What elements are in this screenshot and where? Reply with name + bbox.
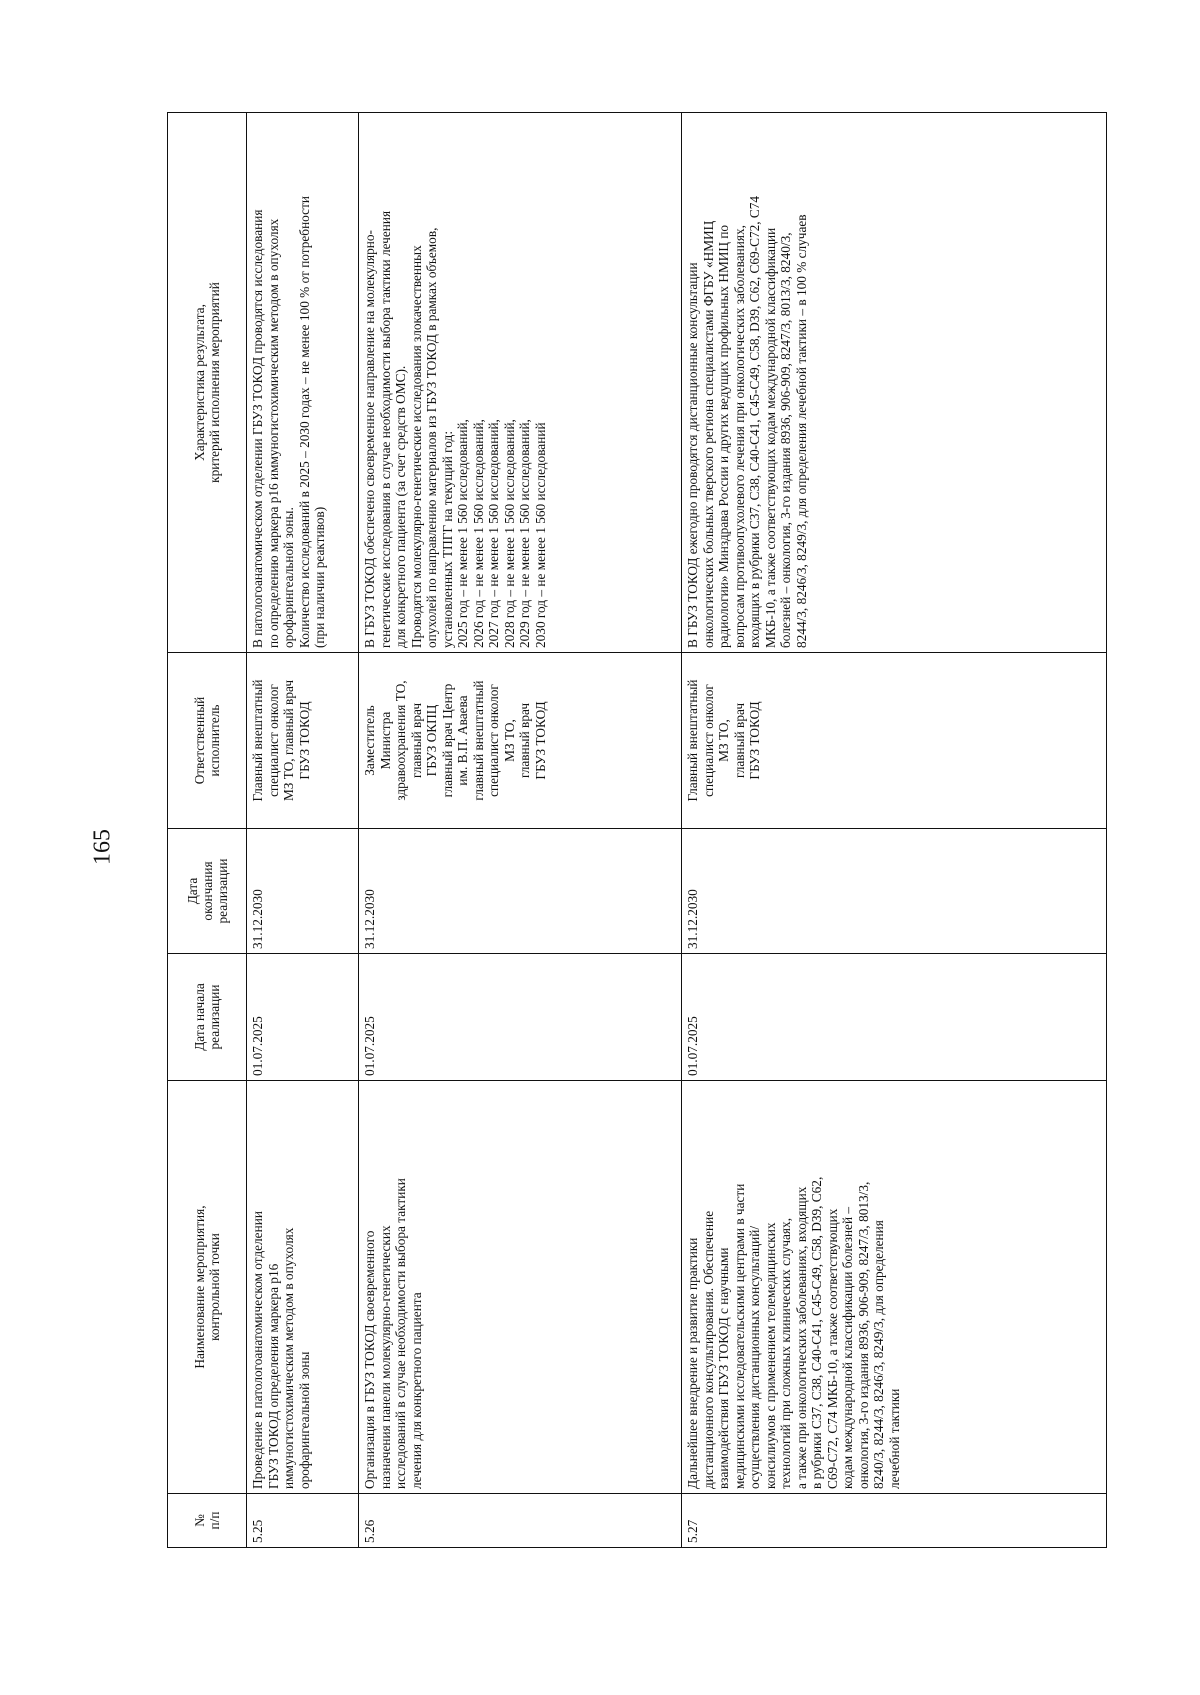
activity-name: Организация в ГБУЗ ТОКОД своевременного назначения панели молекулярно-генетических исследований в случае необходимости выбора тактики лечения для конкретного пациента [359,1081,682,1494]
end-date: 31.12.2030 [359,829,682,954]
row-number: 5.25 [247,1494,359,1548]
activities-table [167,112,1107,1548]
header-activity-name: Наименование мероприятия, контрольной точки [168,1081,247,1494]
end-date: 31.12.2030 [247,829,359,954]
end-date: 31.12.2030 [682,829,1107,954]
responsible: Главный внештатный специалист онколог МЗ ТО, главный врач ГБУЗ ТОКОД [682,653,1107,829]
activity-name: Дальнейшее внедрение и развитие практики дистанционного консультирования. Обеспечение взаимодействия ГБУЗ ТОКОД с научными медицинскими исследовательскими центрами в части осуществления дистанционных консультаций/ консилиумов с применением телемедицинских технологий при сложных клинических случаях, а также при онкологических заболеваниях, входящих в рубрики С37, С38, С40-С41, С45-С49, С58, D39, С62, С69-С72, С74 МКБ-10, а также соответствующих кодам международной классификации болезней – онкология, 3-го издания 8936, 906-909, 8247/3, 8013/3, 8240/3, 8244/3, 8246/3, 8249/3, для определения лечебной тактики [682,1081,1107,1494]
activity-name: Проведение в патологоанатомическом отделении ГБУЗ ТОКОД определения маркера p16 иммуногистохимическим методом в опухолях орофарингеальной зоны [247,1081,359,1494]
responsible: Заместитель Министра здравоохранения ТО, главный врач ГБУЗ ОКПЦ главный врач Центр им. В.П. Аваева главный внештатный специалист онколог МЗ ТО, главный врач ГБУЗ ТОКОД [359,653,682,829]
result: В ГБУЗ ТОКОД обеспечено своевременное направление на молекулярно- генетические исследования в случае необходимости выбора тактики лечения для конкретного пациента (за счет средств ОМС). Проводятся молекулярно-генетические исследования злокачественных опухолей по направлению материалов из ГБУЗ ТОКОД в рамках объемов, установленных ТПГГ на текущий год: 2025 год – не менее 1 560 исследований, 2026 год – не менее 1 560 исследований, 2027 год – не менее 1 560 исследований, 2028 год – не менее 1 560 исследований, 2029 год – не менее 1 560 исследований, 2030 год – не менее 1 560 исследований [359,113,682,653]
row-number: 5.26 [359,1494,682,1548]
start-date: 01.07.2025 [682,954,1107,1081]
table-row [247,113,359,1548]
rotated-table-container [167,113,1107,1548]
responsible: Главный внештатный специалист онколог МЗ ТО, главный врач ГБУЗ ТОКОД [247,653,359,829]
page-number: 165 [89,829,116,865]
header-start-date: Дата начала реализации [168,954,247,1081]
table-row [682,113,1107,1548]
start-date: 01.07.2025 [359,954,682,1081]
result: В патологоанатомическом отделении ГБУЗ ТОКОД проводятся исследования по определению маркера p16 иммуногистохимическим методом в опухолях орофарингеальной зоны. Количество исследований в 2025 – 2030 годах – не менее 100 % от потребности (при наличии реактивов) [247,113,359,653]
header-responsible: Ответственный исполнитель [168,653,247,829]
table-row [359,113,682,1548]
row-number: 5.27 [682,1494,1107,1548]
header-end-date: Дата окончания реализации [168,829,247,954]
header-result: Характеристика результата, критерий исполнения мероприятий [168,113,247,653]
start-date: 01.07.2025 [247,954,359,1081]
header-number: № п/п [168,1494,247,1548]
result: В ГБУЗ ТОКОД ежегодно проводятся дистанционные консультации онкологических больных тверского региона специалистами ФГБУ «НМИЦ радиологии» Минздрава России и других ведущих профильных НМИЦ по вопросам противоопухолевого лечения при онкологических заболеваниях, входящих в рубрики С37, С38, С40-С41, С45-С49, С58, D39, С62, С69-С72, С74 МКБ-10, а также соответствующих кодам международной классификации болезней – онкология, 3-го издания 8936, 906-909, 8247/3, 8013/3, 8240/3, 8244/3, 8246/3, 8249/3, для определения лечебной тактики – в 100 % случаев [682,113,1107,653]
table-header-row [168,113,247,1548]
